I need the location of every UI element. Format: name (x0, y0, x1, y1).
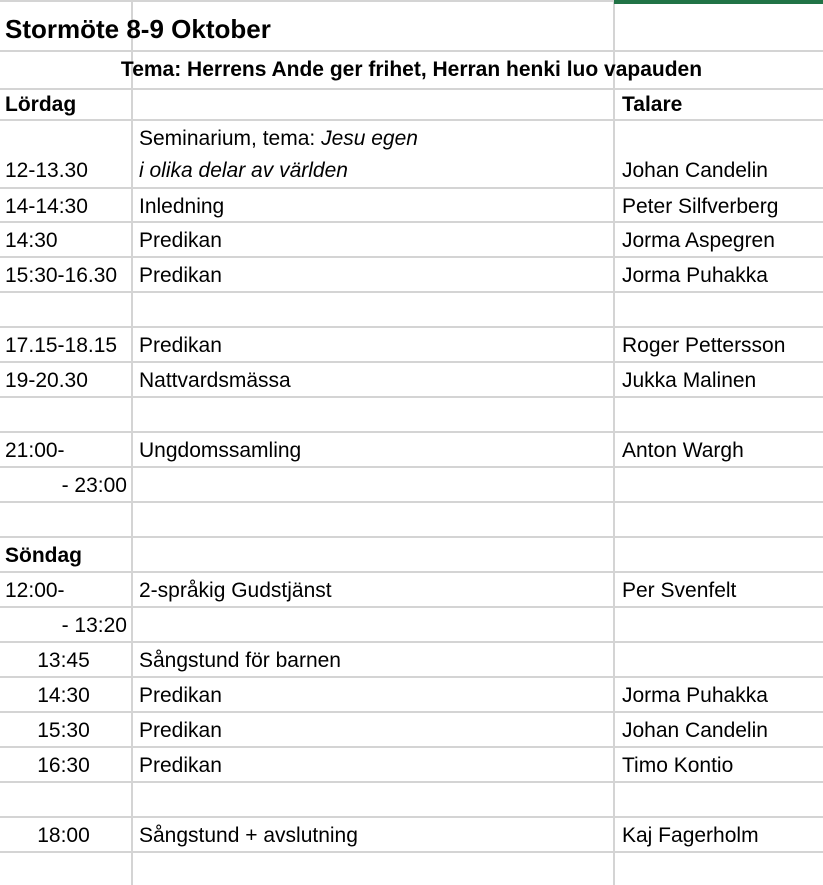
row-divider (0, 119, 823, 121)
time-cell[interactable]: 17.15-18.15 (5, 334, 118, 357)
time-cell[interactable]: 15:30 (37, 719, 90, 742)
row-divider (0, 816, 823, 818)
row-divider (0, 746, 823, 748)
row-divider (0, 606, 823, 608)
event-cell[interactable]: Predikan (139, 754, 222, 777)
row-divider (0, 711, 823, 713)
time-cell[interactable]: - 23:00 (61, 474, 127, 497)
speaker-cell[interactable]: Jorma Puhakka (622, 684, 768, 707)
row-divider (0, 851, 823, 853)
row-divider (0, 221, 823, 223)
seminar-text-line2[interactable]: i olika delar av världen (139, 159, 348, 182)
time-cell[interactable]: 14-14:30 (5, 195, 88, 218)
time-cell[interactable]: 18:00 (37, 824, 90, 847)
time-cell[interactable]: 12:00- (5, 579, 65, 602)
seminar-text-line1[interactable]: Seminarium, tema: Jesu egen (139, 127, 418, 150)
row-divider (0, 571, 823, 573)
time-cell[interactable]: 15:30-16.30 (5, 264, 118, 287)
event-cell[interactable]: Sångstund för barnen (139, 649, 341, 672)
row-divider (0, 641, 823, 643)
column-divider (131, 0, 133, 885)
time-cell[interactable]: 14:30 (5, 229, 58, 252)
event-cell[interactable]: Ungdomssamling (139, 439, 302, 462)
time-cell[interactable]: 13:45 (37, 649, 90, 672)
speaker-cell[interactable]: Timo Kontio (622, 754, 734, 777)
event-cell[interactable]: Predikan (139, 719, 222, 742)
time-cell[interactable]: 16:30 (37, 754, 90, 777)
column-divider (613, 0, 615, 885)
row-divider (0, 466, 823, 468)
speaker-cell[interactable]: Per Svenfelt (622, 579, 737, 602)
theme-line[interactable]: Tema: Herrens Ande ger frihet, Herran henki luo vapauden (120, 58, 703, 81)
row-divider (0, 50, 823, 52)
event-cell[interactable]: 2-språkig Gudstjänst (139, 579, 332, 602)
event-cell[interactable]: Predikan (139, 264, 222, 287)
row-divider (0, 326, 823, 328)
speaker-header[interactable]: Talare (622, 93, 683, 116)
row-divider (0, 396, 823, 398)
row-divider (0, 291, 823, 293)
event-cell[interactable]: Predikan (139, 229, 222, 252)
time-cell[interactable]: 14:30 (37, 684, 90, 707)
time-cell[interactable]: 21:00- (5, 439, 65, 462)
selected-cell-border[interactable] (614, 0, 823, 4)
time-cell[interactable]: 12-13.30 (5, 159, 88, 182)
time-cell[interactable]: - 13:20 (61, 614, 127, 637)
speaker-cell[interactable]: Peter Silfverberg (622, 195, 779, 218)
event-cell[interactable]: Predikan (139, 334, 222, 357)
speaker-cell[interactable]: Roger Pettersson (622, 334, 786, 357)
event-cell[interactable]: Predikan (139, 684, 222, 707)
speaker-cell[interactable]: Johan Candelin (622, 719, 768, 742)
row-divider (0, 501, 823, 503)
saturday-label[interactable]: Lördag (5, 93, 77, 116)
event-cell[interactable]: Nattvardsmässa (139, 369, 291, 392)
event-cell[interactable]: Inledning (139, 195, 225, 218)
row-divider (0, 781, 823, 783)
speaker-cell[interactable]: Jukka Malinen (622, 369, 757, 392)
speaker-cell[interactable]: Johan Candelin (622, 159, 768, 182)
row-divider (0, 361, 823, 363)
speaker-cell[interactable]: Jorma Aspegren (622, 229, 775, 252)
row-divider (0, 187, 823, 189)
row-divider (0, 676, 823, 678)
speaker-cell[interactable]: Anton Wargh (622, 439, 744, 462)
time-cell[interactable]: 19-20.30 (5, 369, 88, 392)
row-divider (0, 431, 823, 433)
row-divider (0, 256, 823, 258)
event-cell[interactable]: Sångstund + avslutning (139, 824, 358, 847)
sheet-title[interactable]: Stormöte 8-9 Oktober (5, 14, 271, 44)
sunday-label[interactable]: Söndag (5, 544, 82, 567)
speaker-cell[interactable]: Jorma Puhakka (622, 264, 768, 287)
row-divider (0, 536, 823, 538)
speaker-cell[interactable]: Kaj Fagerholm (622, 824, 759, 847)
row-divider (0, 88, 823, 90)
